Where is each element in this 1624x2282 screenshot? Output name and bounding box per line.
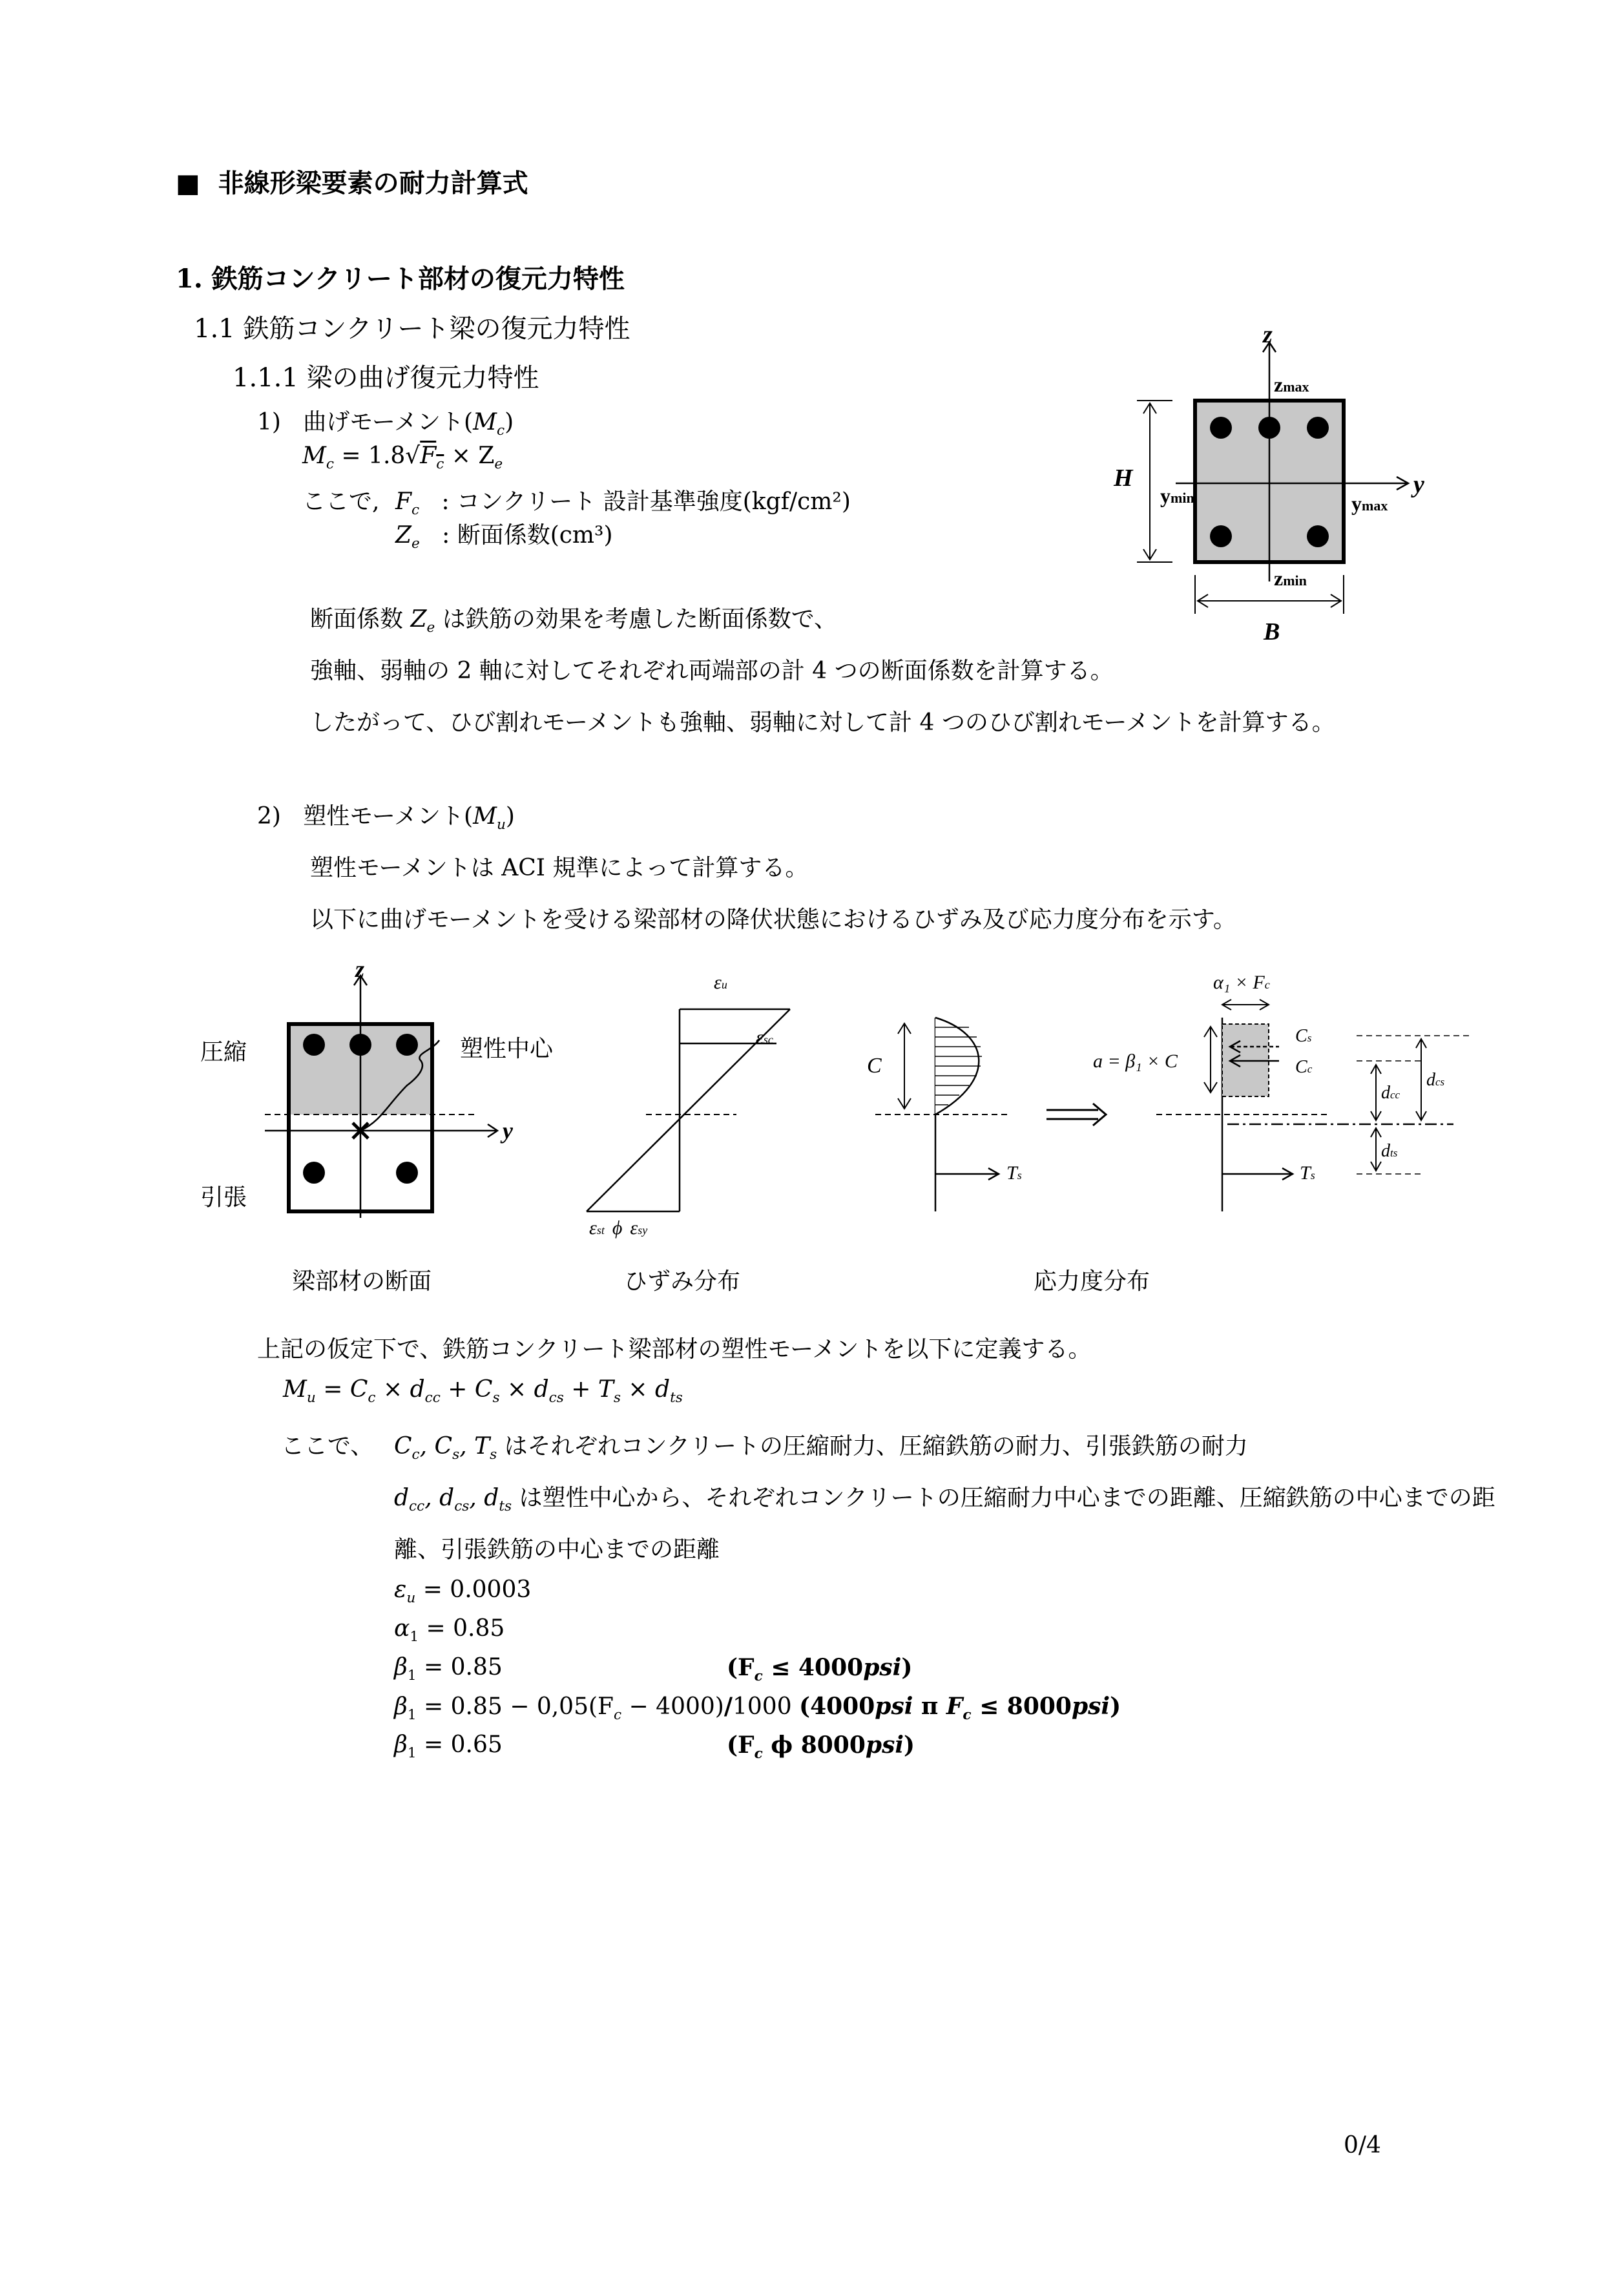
label-ymin: ymin <box>1160 484 1194 507</box>
rebar-dot <box>1210 525 1232 547</box>
fig2-rebar <box>303 1034 325 1056</box>
fig2-rebar <box>396 1034 418 1056</box>
label-z: z <box>1263 323 1273 348</box>
subsection-1-1-1-heading: 1.1.1 梁の曲げ復元力特性 <box>233 363 539 393</box>
subsection-1-1-heading: 1.1 鉄筋コンクリート梁の復元力特性 <box>194 314 630 344</box>
rebar-dot <box>1307 525 1329 547</box>
label-h: H <box>1114 465 1133 492</box>
note-line-3: したがって、ひび割れモーメントも強軸、弱軸に対して計 4 つのひび割れモーメントを計算する。 <box>310 709 1335 736</box>
label-a: a = β₁ × C <box>1093 1051 1178 1072</box>
formula-sqrt: = 1.8√ <box>333 443 421 469</box>
definition-intro: 上記の仮定下で、鉄筋コンクリート梁部材の塑性モーメントを以下に定義する。 <box>257 1336 1092 1363</box>
cracking-moment-formula <box>302 443 503 472</box>
formula-fc-sub: c <box>436 456 444 473</box>
page-number: 0/4 <box>1344 2132 1381 2159</box>
def-ze-sym: Z <box>395 522 412 549</box>
item-1-sym: M <box>473 409 497 435</box>
fig2-label-y: y <box>503 1118 513 1144</box>
item-1-title-end: ) <box>505 409 514 435</box>
def-ze-text: : 断面係数(cm³) <box>442 522 613 549</box>
mu-sym: M <box>283 1376 307 1403</box>
label-ts-2: Ts <box>1300 1162 1315 1184</box>
item-2-heading <box>257 798 515 833</box>
item-2-line-2: 以下に曲げモーメントを受ける梁部材の降伏状態におけるひずみ及び応力度分布を示す。 <box>310 906 1236 933</box>
cross-section-figure <box>1098 323 1434 659</box>
label-dcs: dcs <box>1426 1070 1445 1090</box>
const-alpha1: $\alpha_1 = 0.85$ <box>394 1615 505 1646</box>
label-c: C <box>867 1054 882 1078</box>
label-plastic-center: 塑性中心 <box>460 1036 554 1062</box>
formula-m-sub: c <box>326 456 334 473</box>
def-forces-sym: C <box>394 1433 412 1460</box>
const-eps-u: $\varepsilon_u = 0.0003$ <box>394 1576 532 1607</box>
cond-beta1-c: ($F_c$ ϕ 8000psi) <box>727 1732 915 1763</box>
title-bullet: ■ <box>176 168 200 198</box>
def-fc-sub: c <box>411 502 420 519</box>
const-beta1-a: $\beta_1 = 0.85$ <box>394 1654 503 1684</box>
rebar-dot <box>1210 417 1232 439</box>
item-2-label: 2) <box>257 803 281 830</box>
fig2-label-z: z <box>355 963 365 982</box>
mu-formula: $M_u = C_c \times d_{cc} + C_s \times d_{cs} + T_s \times d_{ts}$ <box>283 1376 683 1407</box>
formula-z: × Z <box>444 443 495 469</box>
item-1-title: 曲げモーメント( <box>303 409 474 435</box>
def-distances-cont: 離、引張鉄筋の中心までの距離 <box>394 1536 720 1563</box>
where-label-1: ここで, <box>302 488 380 515</box>
const-beta1-c: $\beta_1 = 0.65$ <box>394 1732 503 1762</box>
equiv-arrowhead <box>1093 1104 1106 1125</box>
section-1-heading: 1. 鉄筋コンクリート部材の復元力特性 <box>176 264 625 294</box>
formula-radicand <box>420 443 444 473</box>
def-fc-sym: F <box>395 488 411 515</box>
label-tension: 引張 <box>200 1184 247 1210</box>
def-distances-text: は塑性中心から、それぞれコンクリートの圧縮耐力中心までの距離、圧縮鉄筋の中心までの距 <box>512 1485 1495 1511</box>
label-zmin: zmin <box>1274 567 1307 590</box>
where-label-2: ここで、 <box>281 1433 374 1460</box>
caption-strain: ひずみ分布 <box>624 1268 741 1295</box>
rebar-dot <box>1307 417 1329 439</box>
caption-section: 梁部材の断面 <box>292 1268 432 1295</box>
label-alpha-fc: α₁ × Fc <box>1213 972 1270 993</box>
note-line-1 <box>310 601 837 636</box>
label-compression: 圧縮 <box>200 1039 247 1065</box>
rebar-dot <box>1258 417 1280 439</box>
label-cc: Cc <box>1295 1057 1313 1077</box>
item-1-heading <box>257 404 514 439</box>
note-ze-sub: e <box>426 620 435 636</box>
label-y: y <box>1413 471 1424 498</box>
label-eps-u: εu <box>714 972 727 993</box>
def-ze <box>395 517 613 552</box>
def-forces: $C_c$, $C_s$, $T_s$ はそれぞれコンクリートの圧縮耐力、圧縮鉄筋の耐力、引張鉄筋の耐力 <box>394 1433 1248 1463</box>
label-ymax: ymax <box>1351 492 1388 515</box>
item-2-title: 塑性モーメント( <box>303 803 474 830</box>
formula-fc: F <box>420 443 437 469</box>
item-1-label: 1) <box>257 409 281 435</box>
note-1a: 断面係数 <box>310 606 411 633</box>
note-ze-sym: Z <box>410 606 427 633</box>
const-beta1-b: $\beta_1 = 0.85 - 0,05(F_c - 4000)/1000$ (4000psi π $F_c \le 8000psi$) <box>394 1693 1121 1724</box>
note-1b: は鉄筋の効果を考慮した断面係数で、 <box>435 606 837 633</box>
label-eps-sc: εsc <box>756 1027 773 1048</box>
fig2-rebar <box>349 1034 371 1056</box>
title-text: 非線形梁要素の耐力計算式 <box>218 168 528 198</box>
mu-eq: = C <box>315 1376 368 1403</box>
fig2-rebar <box>396 1162 418 1184</box>
label-cs: Cs <box>1295 1026 1312 1046</box>
note-line-2: 強軸、弱軸の 2 軸に対してそれぞれ両端部の計 4 つの断面係数を計算する。 <box>310 658 1114 684</box>
formula-m: M <box>302 443 326 469</box>
cond-beta1-a: $(F_c \le 4000psi)$ <box>727 1654 913 1685</box>
label-zmax: zmax <box>1274 373 1309 396</box>
def-forces-text: はそれぞれコンクリートの圧縮耐力、圧縮鉄筋の耐力、引張鉄筋の耐力 <box>497 1433 1248 1460</box>
def-fc <box>395 483 851 518</box>
item-1-sym-sub: c <box>496 423 505 439</box>
mu-sub: u <box>306 1390 316 1407</box>
def-ze-sub: e <box>411 536 420 552</box>
fig2-rebar <box>303 1162 325 1184</box>
formula-z-sub: e <box>494 456 503 473</box>
item-2-title-end: ) <box>505 803 515 830</box>
label-b: B <box>1264 618 1280 645</box>
item-2-sym: M <box>473 803 497 830</box>
item-2-line-1: 塑性モーメントは ACI 規準によって計算する。 <box>310 855 809 881</box>
label-dts: dts <box>1381 1141 1398 1161</box>
item-2-sym-sub: u <box>496 817 506 833</box>
label-eps-bottom: εst ϕ εsy <box>589 1217 648 1239</box>
def-fc-text: : コンクリート 設計基準強度(kgf/cm²) <box>441 488 851 515</box>
def-distances: $d_{cc}$, $d_{cs}$, $d_{ts}$ は塑性中心から、それぞれコンクリートの圧縮耐力中心までの距離、圧縮鉄筋の中心までの距 <box>394 1485 1495 1515</box>
caption-stress: 応力度分布 <box>1034 1268 1150 1295</box>
page-title <box>176 163 528 200</box>
label-ts-1: Ts <box>1006 1162 1022 1184</box>
label-dcc: dcc <box>1381 1083 1400 1103</box>
